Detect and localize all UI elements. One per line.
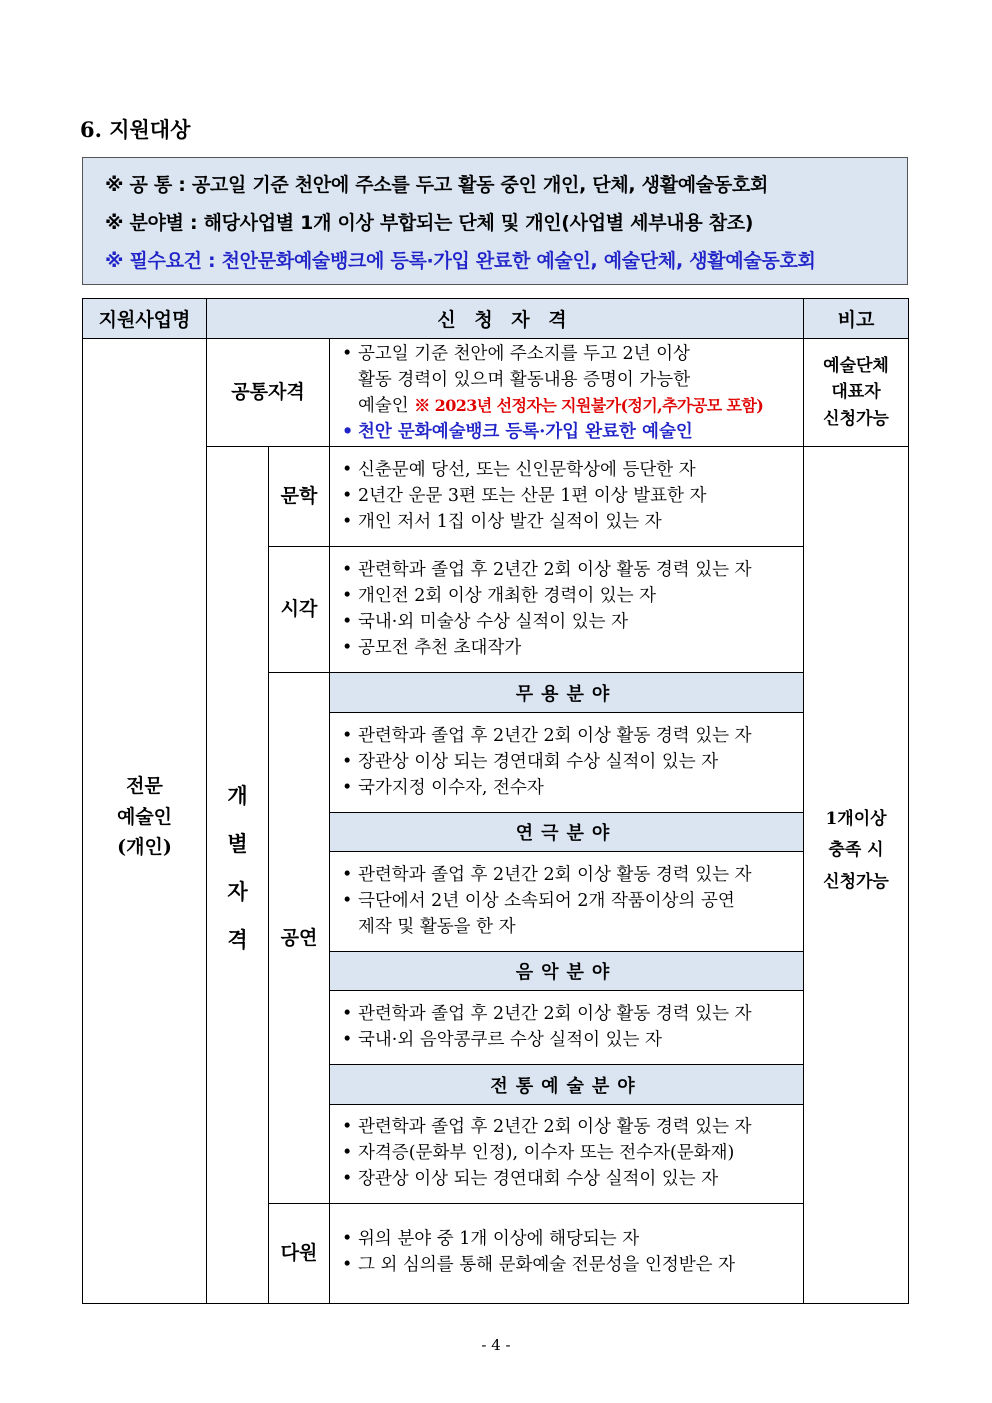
notice-box: [82, 157, 908, 285]
list-item: • 관련학과 졸업 후 2년간 2회 이상 활동 경력 있는 자: [340, 1114, 797, 1140]
list-item: • 위의 분야 중 1개 이상에 해당되는 자: [340, 1226, 797, 1252]
music-title: 음악분야: [329, 951, 804, 991]
common-items-cell: [329, 338, 804, 447]
visual-items-cell: [329, 546, 804, 673]
list-item: • 공모전 추천 초대작가: [340, 635, 797, 661]
notice-required: ※ 필수요건 : 천안문화예술뱅크에 등록·가입 완료한 예술인, 예술단체, 생활예술동호회: [105, 250, 816, 272]
visual-label: 시각: [268, 546, 330, 673]
list-item: • 국가지정 이수자, 전수자: [340, 775, 797, 801]
list-item: • 관련학과 졸업 후 2년간 2회 이상 활동 경력 있는 자: [340, 1001, 797, 1027]
header-program: 지원사업명: [82, 298, 207, 339]
list-item: • 개인 저서 1집 이상 발간 실적이 있는 자: [340, 509, 797, 535]
dance-items-cell: [329, 712, 804, 813]
theater-title: 연극분야: [329, 812, 804, 852]
multi-items-cell: [329, 1203, 804, 1304]
list-item: • 관련학과 졸업 후 2년간 2회 이상 활동 경력 있는 자: [340, 723, 797, 749]
dance-title: 무용분야: [329, 672, 804, 713]
program-name-cell: [82, 338, 207, 1304]
traditional-items-cell: [329, 1104, 804, 1204]
music-items-cell: [329, 990, 804, 1065]
red-warning: ※ 2023년 선정자는 지원불가(정기,추가공모 포함): [414, 396, 764, 415]
notice-common: ※ 공 통 : 공고일 기준 천안에 주소를 두고 활동 중인 개인, 단체, 생활예술동호회: [105, 174, 769, 196]
list-item: • 자격증(문화부 인정), 이수자 또는 전수자(문화재): [340, 1140, 797, 1166]
traditional-title: 전통예술분야: [329, 1064, 804, 1105]
program-name-line: 전문: [126, 775, 163, 798]
list-item: • 국내·외 음악콩쿠르 수상 실적이 있는 자: [340, 1027, 797, 1053]
list-item: • 장관상 이상 되는 경연대회 수상 실적이 있는 자: [340, 749, 797, 775]
list-item: • 2년간 운문 3편 또는 산문 1편 이상 발표한 자: [340, 483, 797, 509]
page-number: - 4 -: [481, 1336, 511, 1354]
notice-field: ※ 분야별 : 해당사업별 1개 이상 부합되는 단체 및 개인(사업별 세부내용 참조): [105, 212, 754, 234]
individual-label-cell: 개 별 자 격: [206, 446, 269, 1304]
individual-note-cell: 1개이상 충족 시 신청가능: [803, 446, 909, 1304]
literature-label: 문학: [268, 446, 330, 547]
program-name-line: 예술인: [116, 805, 173, 828]
common-note-cell: 예술단체 대표자 신청가능: [803, 338, 909, 447]
literature-items-cell: [329, 446, 804, 547]
list-item: • 그 외 심의를 통해 문화예술 전문성을 인정받은 자: [340, 1252, 797, 1278]
list-item: • 신춘문예 당선, 또는 신인문학상에 등단한 자: [340, 457, 797, 483]
program-name-line: (개인): [117, 836, 172, 859]
list-item: • 관련학과 졸업 후 2년간 2회 이상 활동 경력 있는 자: [340, 862, 797, 888]
section-title: 6. 지원대상: [80, 117, 191, 142]
theater-items-cell: [329, 851, 804, 952]
list-item: • 국내·외 미술상 수상 실적이 있는 자: [340, 609, 797, 635]
header-qualification: 신 청 자 격: [206, 298, 804, 339]
performance-label: 공연: [268, 672, 330, 1204]
multi-label: 다원: [268, 1203, 330, 1304]
list-item: • 공고일 기준 천안에 주소지를 두고 2년 이상 활동 경력이 있으며 활동내용 증명이 가능한 예술인 ※ 2023년 선정자는 지원불가(정기,추가공모 포함): [340, 342, 797, 420]
list-item: • 극단에서 2년 이상 소속되어 2개 작품이상의 공연 제작 및 활동을 한 자: [340, 888, 797, 940]
common-label: 공통자격: [206, 338, 330, 447]
list-item: • 장관상 이상 되는 경연대회 수상 실적이 있는 자: [340, 1166, 797, 1192]
list-item: • 관련학과 졸업 후 2년간 2회 이상 활동 경력 있는 자: [340, 557, 797, 583]
list-item: • 천안 문화예술뱅크 등록·가입 완료한 예술인: [340, 420, 797, 446]
list-item: • 개인전 2회 이상 개최한 경력이 있는 자: [340, 583, 797, 609]
header-note: 비고: [803, 298, 909, 339]
